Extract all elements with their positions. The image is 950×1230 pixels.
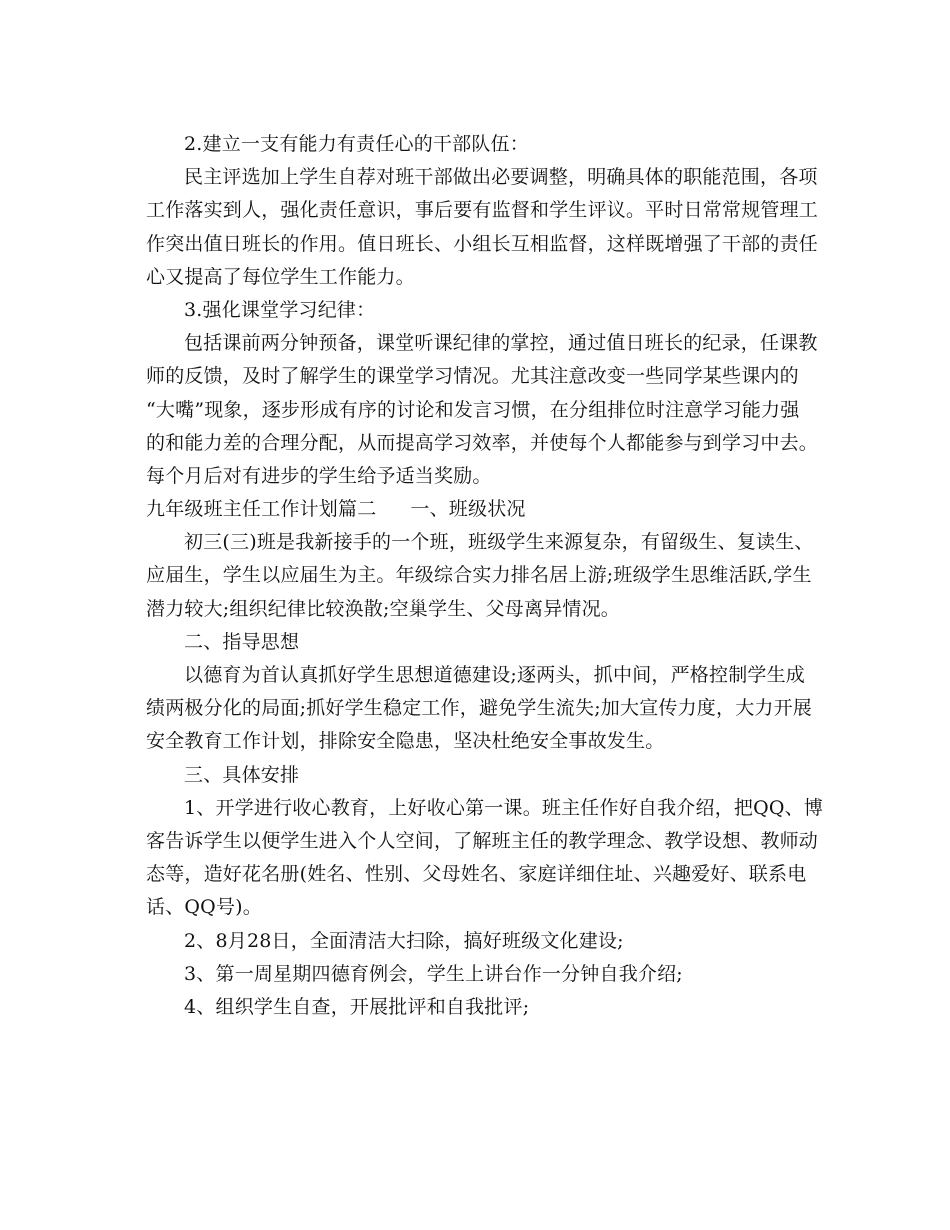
paragraph-line: 初三(三)班是我新接手的一个班，班级学生来源复杂，有留级生、复读生、 — [184, 531, 814, 554]
paragraph-line: 潜力较大;组织纪律比较涣散;空巢学生、父母离异情况。 — [146, 597, 621, 620]
paragraph-line: 工作落实到人，强化责任意识，事后要有监督和学生评议。平时日常常规管理工 — [146, 199, 819, 222]
list-item-line: 态等，造好花名册(姓名、性别、父母姓名、家庭详细住址、兴趣爱好、联系电 — [146, 863, 807, 886]
paragraph-line: 应届生，学生以应届生为主。年级综合实力排名居上游;班级学生思维活跃,学生 — [146, 564, 812, 587]
paragraph-line: 民主评选加上学生自荐对班干部做出必要调整，明确具体的职能范围，各项 — [184, 166, 818, 189]
part-two-title: 九年级班主任工作计划篇二 — [146, 498, 377, 521]
paragraph-line: “大嘴”现象，逐步形成有序的讨论和发言习惯，在分组排位时注意学习能力强 — [146, 398, 800, 421]
paragraph-line: 心又提高了每位学生工作能力。 — [146, 265, 415, 288]
paragraph-line: 绩两极分化的局面;抓好学生稳定工作，避免学生流失;加大宣传力度，大力开展 — [146, 697, 813, 720]
paragraph-line: 以德育为首认真抓好学生思想道德建设;逐两头，抓中间，严格控制学生成 — [184, 664, 806, 686]
heading-class-status: 一、班级状况 — [410, 498, 526, 521]
list-item-line: 4、组织学生自查，开展批评和自我批评; — [184, 995, 530, 1018]
section-heading-line — [146, 493, 806, 526]
list-item-line: 3、第一周星期四德育例会，学生上讲台作一分钟自我介绍; — [184, 962, 683, 985]
heading-specific-arrangement: 三、具体安排 — [184, 763, 300, 786]
paragraph-line: 的和能力差的合理分配，从而提高学习效率，并使每个人都能参与到学习中去。 — [146, 431, 819, 454]
subheading-cadre-team: 2.建立一支有能力有责任心的干部队伍： — [184, 133, 529, 155]
paragraph-line: 作突出值日班长的作用。值日班长、小组长互相监督，这样既增强了干部的责任 — [146, 232, 819, 255]
document-body — [146, 128, 824, 1024]
paragraph-line: 安全教育工作计划，排除安全隐患，坚决杜绝安全事故发生。 — [146, 730, 665, 753]
list-item-line: 1、开学进行收心教育，上好收心第一课。班主任作好自我介绍，把QQ、博 — [184, 796, 824, 819]
list-item-line: 话、QQ号)。 — [146, 896, 262, 919]
paragraph-line: 每个月后对有进步的学生给予适当奖励。 — [146, 464, 492, 487]
paragraph-line: 师的反馈，及时了解学生的课堂学习情况。尤其注意改变一些同学某些课内的 — [146, 365, 799, 388]
paragraph-line: 包括课前两分钟预备，课堂听课纪律的掌控，通过值日班长的纪录，任课教 — [184, 332, 818, 355]
list-item-line: 客告诉学生以便学生进入个人空间，了解班主任的教学理念、教学设想、教师动 — [146, 829, 819, 852]
list-item-line: 2、8月28日，全面清洁大扫除，搞好班级文化建设; — [184, 929, 624, 952]
subheading-classroom-discipline: 3.强化课堂学习纪律： — [184, 298, 376, 321]
heading-guiding-thought: 二、指导思想 — [184, 630, 300, 653]
